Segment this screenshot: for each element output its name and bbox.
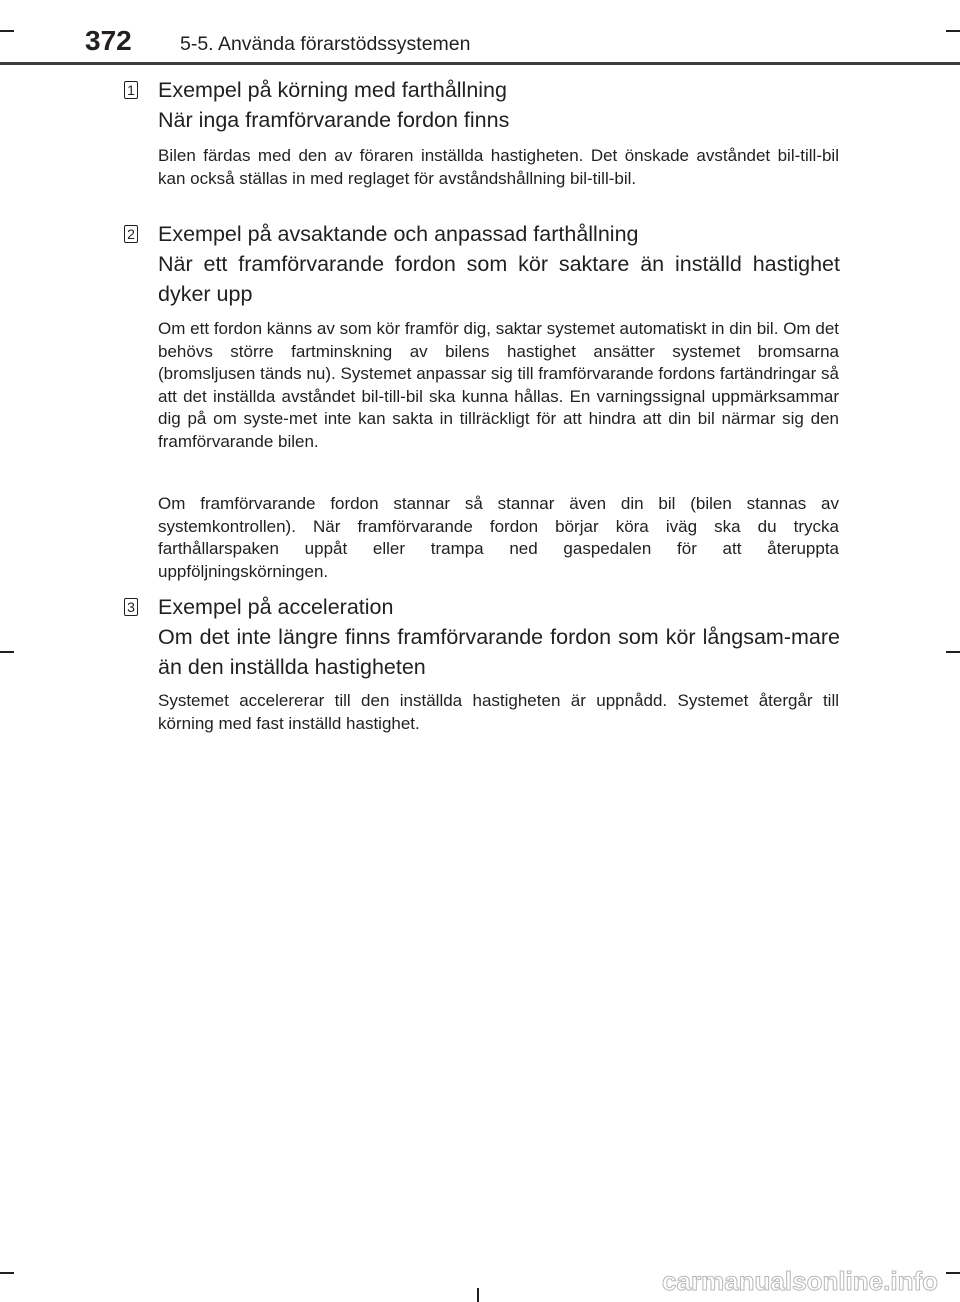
crop-mark	[946, 651, 960, 653]
section-number-badge: 2	[124, 225, 138, 243]
watermark-text: carmanualsonline.info	[662, 1266, 938, 1296]
crop-mark	[946, 30, 960, 32]
crop-mark	[0, 1272, 14, 1274]
section-title: Exempel på acceleration	[158, 595, 394, 619]
crop-mark	[477, 1288, 479, 1302]
watermark-logo	[640, 1258, 940, 1298]
section-title: Exempel på avsaktande och anpassad farthållning	[158, 222, 639, 246]
section-paragraph: Om framförvarande fordon stannar så stannar även din bil (bilen stannas av systemkontrollen). När framförvarande fordon börjar köra iväg ska du trycka farthållarspaken uppåt eller trampa ned gaspedalen för att återuppta uppföljningskörningen.	[158, 494, 839, 581]
section-paragraph: Bilen färdas med den av föraren inställda hastigheten. Det önskade avståndet bil-till-bil kan också ställas in med reglaget för avståndshållning bil-till-bil.	[158, 146, 839, 188]
section-paragraph: Systemet accelererar till den inställda hastigheten är uppnådd. Systemet återgår till körning med fast inställd hastighet.	[158, 691, 839, 733]
section-subtitle: Om det inte längre finns framförvarande fordon som kör långsam-mare än den inställda hastigheten	[158, 625, 840, 679]
section-subtitle: När inga framförvarande fordon finns	[158, 108, 510, 132]
section-subtitle: När ett framförvarande fordon som kör saktare än inställd hastighet dyker upp	[158, 252, 840, 306]
crop-mark	[946, 1272, 960, 1274]
crop-mark	[0, 651, 14, 653]
header-divider	[0, 62, 960, 65]
section-title: Exempel på körning med farthållning	[158, 78, 507, 102]
crop-mark	[0, 30, 14, 32]
page-number: 372	[85, 25, 132, 56]
chapter-title: 5-5. Använda förarstödssystemen	[180, 33, 471, 55]
section-paragraph: Om ett fordon känns av som kör framför dig, saktar systemet automatiskt in din bil. Om det behövs större fartminskning av bilens hastighet ansätter systemet bromsarna (bromsljusen tänds nu). Systemet anpassar sig till framförvarande fordons fartändringar så att det inställda avståndet bil-till-bil ska kunna hållas. En varningssignal uppmärksammar dig på om syste-met inte kan sakta in tillräckligt för att hindra att din bil närmar sig den framförvarande bilen.	[158, 319, 839, 451]
section-number-badge: 3	[124, 598, 138, 616]
section-number-badge: 1	[124, 81, 138, 99]
